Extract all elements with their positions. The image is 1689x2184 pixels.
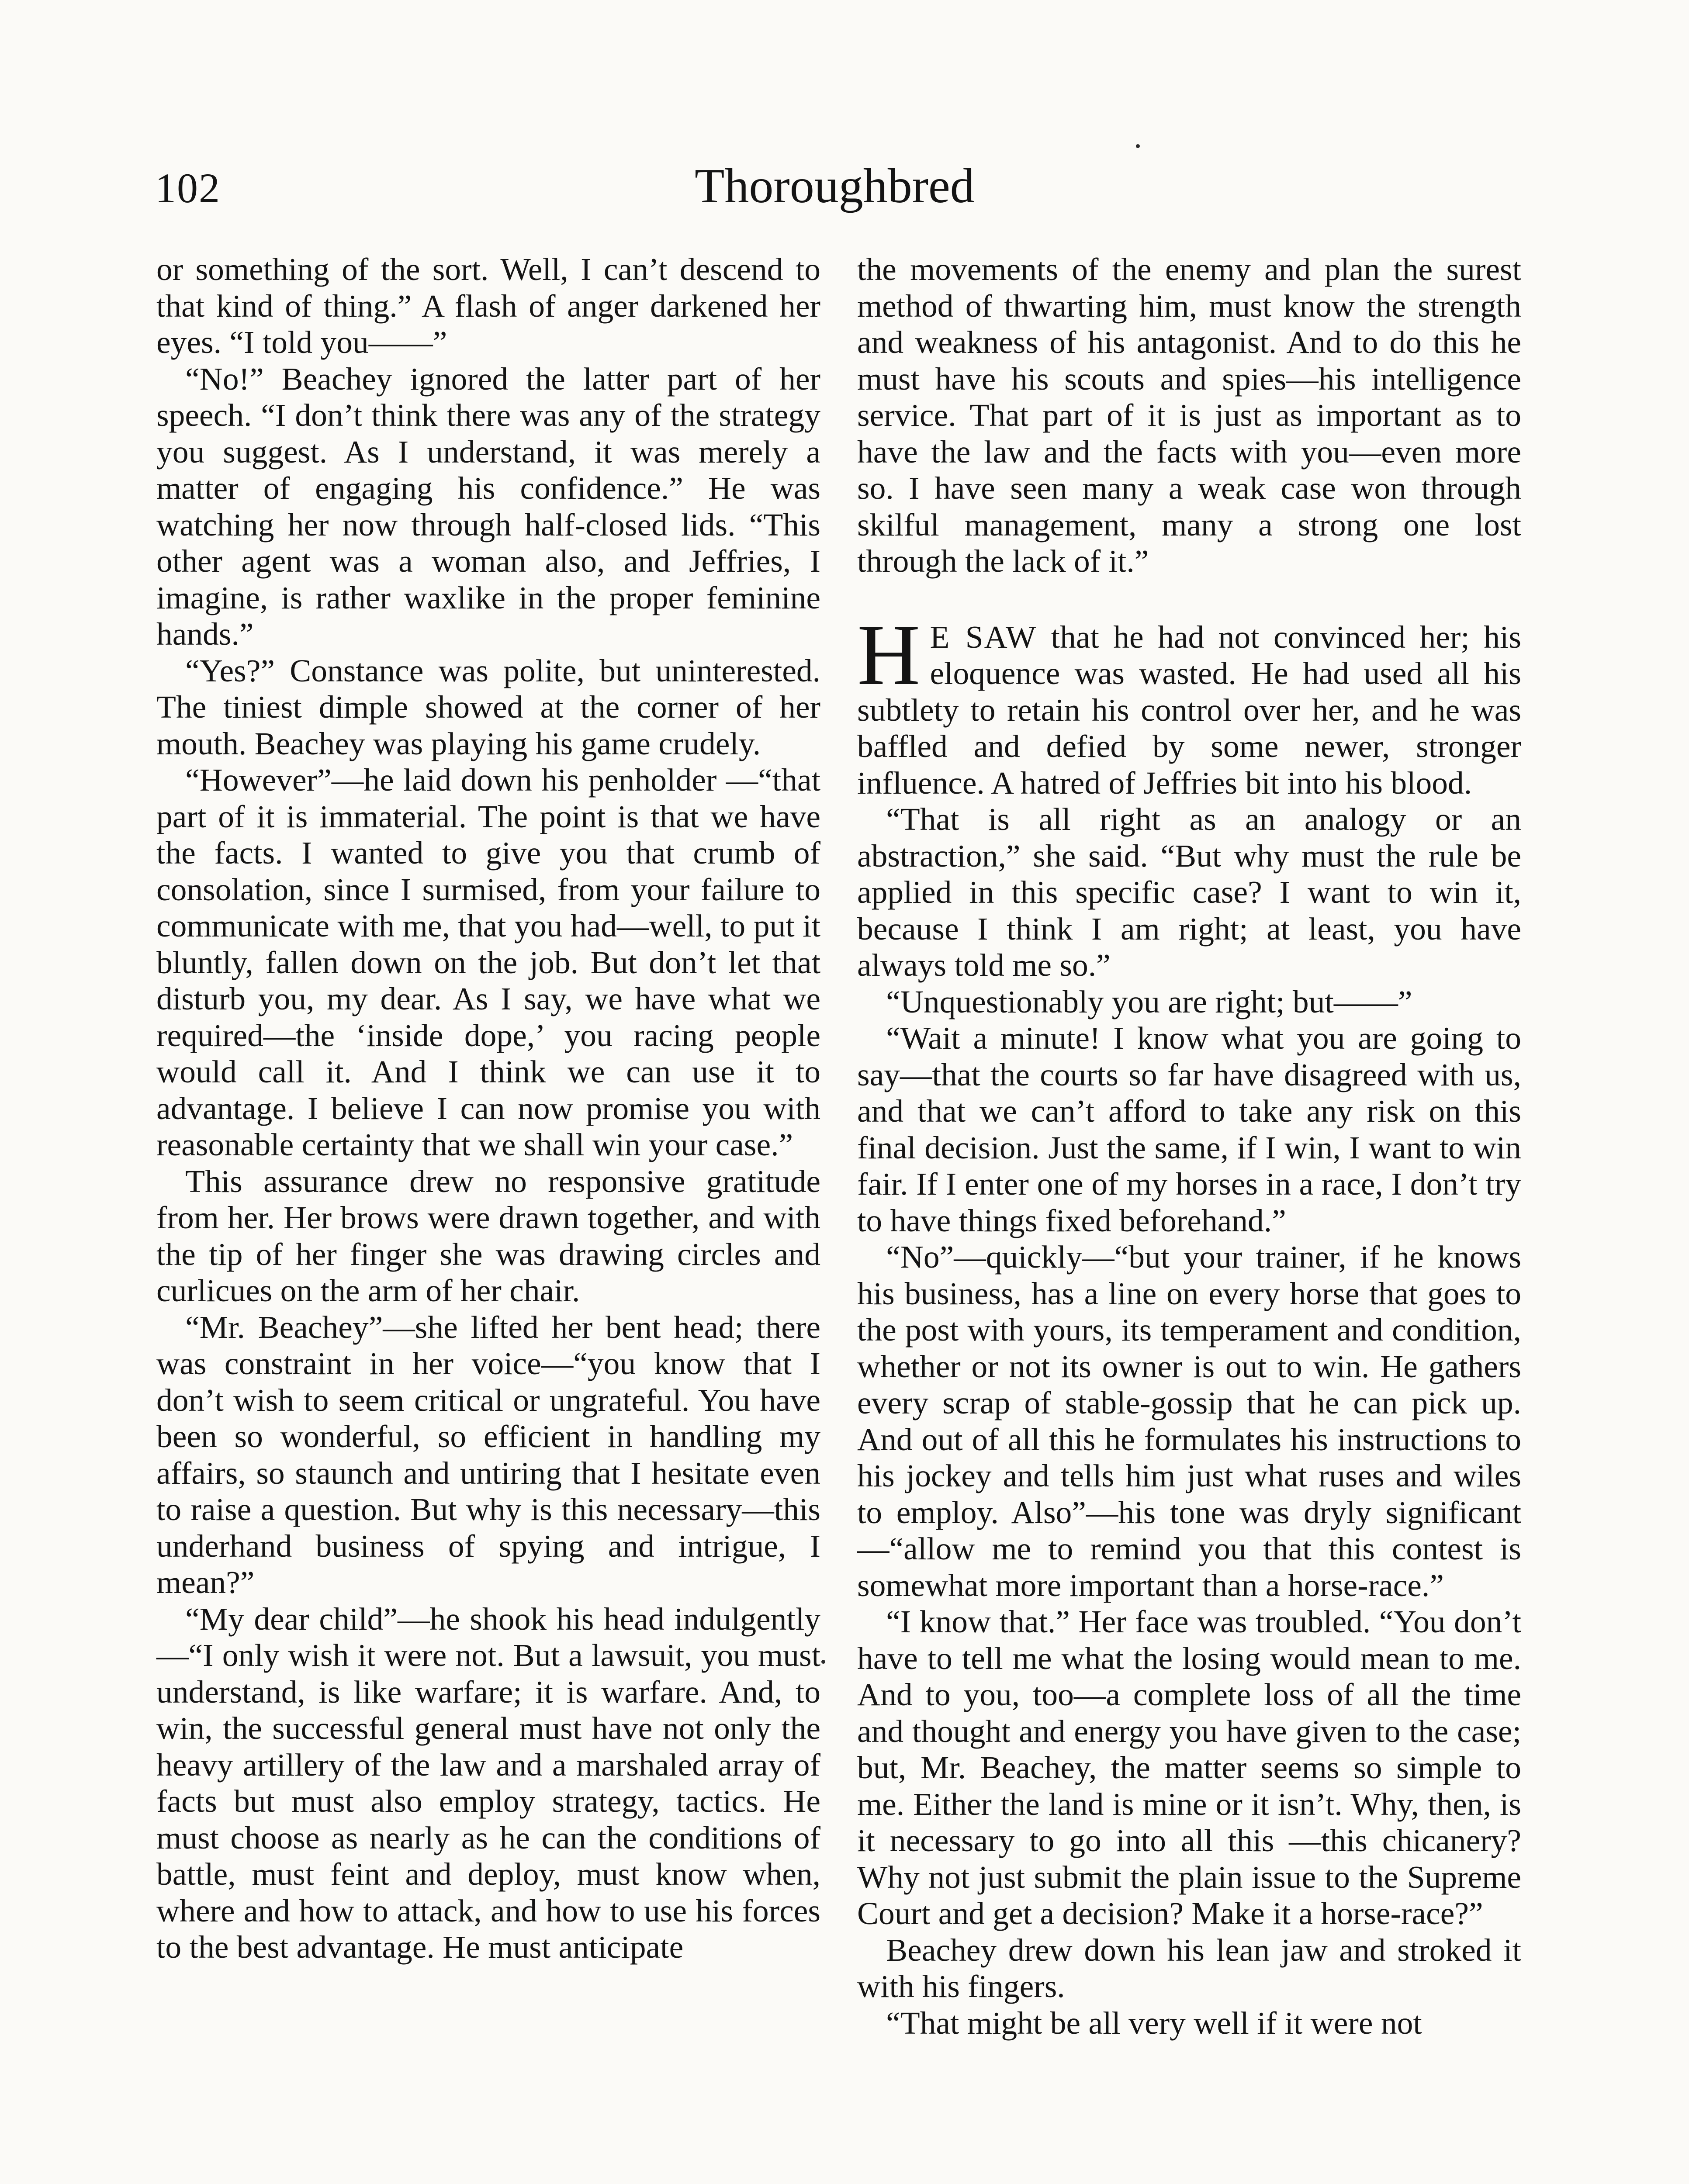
paragraph: “That might be all very well if it were not (886, 2005, 1422, 2041)
section-break (857, 580, 1521, 619)
paragraph: “Wait a minute! I know what you are going to say—that the courts so far have disagreed with us, and that we can’t afford to take any risk on this final decision. Just the same, if I win, I want to win fair. If I enter one of my horses in a race, I don’t try to have things fixed beforehand.” (857, 1020, 1521, 1238)
paragraph: This assurance drew no responsive gratitude from her. Her brows were drawn together, and with the tip of her finger she was drawing circles and curlicues on the arm of her chair. (156, 1163, 820, 1308)
paragraph: “Mr. Beachey”—she lifted her bent head; there was constraint in her voice—“you know that I don’t wish to seem critical or ungrateful. You have been so wonderful, so efficient in handling my affairs, so staunch and untiring that I hesitate even to raise a question. But why is this necessary—this underhand business of spying and intrigue, I mean?” (156, 1309, 820, 1600)
running-title: Thoroughbred (695, 159, 975, 213)
paragraph: “That is all right as an analogy or an abstraction,” she said. “But why must the rule be applied in this specific case? I want to win it, because I think I am right; at least, you have always told me so.” (857, 802, 1521, 983)
paragraph: “Yes?” Constance was polite, but uninterested. The tiniest dimple showed at the corner of her mouth. Beachey was playing his game crudely. (156, 653, 820, 761)
ink-speck (821, 1660, 825, 1664)
drop-cap: H (857, 606, 921, 703)
right-column (857, 251, 1521, 2041)
section-opening-text: that he had not convinced her; his eloquence was wasted. He had used all his subtlety to retain his control over her, and he was baffled and defied by some newer, stronger influence. A hatred of Jeffries bit into his blood. (857, 619, 1521, 801)
paragraph: the movements of the enemy and plan the surest method of thwarting him, must know the strength and weakness of his antagonist. And to do this he must have his scouts and spies—his intelligence service. That part of it is just as important as to have the law and the facts with you—even more so. I have seen many a weak case won through skilful management, many a strong one lost through the lack of it.” (857, 252, 1521, 579)
paragraph: “However”—he laid down his penholder —“that part of it is immaterial. The point is that we have the facts. I wanted to give you that crumb of consolation, since I surmised, from your failure to communicate with me, that you had—well, to put it bluntly, fallen down on the job. But don’t let that disturb you, my dear. As I say, we have what we required—the ‘inside dope,’ you racing people would call it. And I think we can use it to advantage. I believe I can now promise you with reasonable certainty that we shall win your case.” (156, 762, 820, 1162)
paragraph: Beachey drew down his lean jaw and stroked it with his fingers. (857, 1932, 1521, 2004)
small-caps-lead: E SAW (930, 619, 1037, 655)
section-opening-paragraph (857, 606, 1521, 802)
ink-speck (1136, 144, 1140, 148)
paragraph: or something of the sort. Well, I can’t descend to that kind of thing.” A flash of anger darkened her eyes. “I told you——” (156, 252, 820, 360)
paragraph: “No”—quickly—“but your trainer, if he knows his business, has a line on every horse that goes to the post with yours, its temperament and condition, whether or not its owner is out to win. He gathers every scrap of stable-gossip that he can pick up. And out of all this he formulates his instructions to his jockey and tells him just what ruses and wiles to employ. Also”—his tone was dryly significant—“allow me to remind you that this contest is somewhat more important than a horse-race.” (857, 1239, 1521, 1603)
left-column (156, 251, 820, 1966)
paragraph: “I know that.” Her face was troubled. “You don’t have to tell me what the losing would mean to me. And to you, too—a complete loss of all the time and thought and energy you have given to the case; but, Mr. Beachey, the matter seems so simple to me. Either the land is mine or it isn’t. Why, then, is it necessary to go into all this —this chicanery? Why not just submit the plain issue to the Supreme Court and get a decision? Make it a horse-race?” (857, 1604, 1521, 1931)
paragraph: “Unquestionably you are right; but——” (886, 984, 1412, 1019)
page-number: 102 (155, 165, 221, 211)
paragraph: “My dear child”—he shook his head indulgently—“I only wish it were not. But a lawsuit, you must understand, is like warfare; it is warfare. And, to win, the successful general must have not only the heavy artillery of the law and a marshaled array of facts but must also employ strategy, tactics. He must choose as nearly as he can the conditions of battle, must feint and deploy, must know when, where and how to attack, and how to use his forces to the best advantage. He must anticipate (156, 1601, 820, 1965)
paragraph: “No!” Beachey ignored the latter part of her speech. “I don’t think there was any of the strategy you suggest. As I understand, it was merely a matter of engaging his confidence.” He was watching her now through half-closed lids. “This other agent was a woman also, and Jeffries, I imagine, is rather waxlike in the proper feminine hands.” (156, 361, 820, 652)
